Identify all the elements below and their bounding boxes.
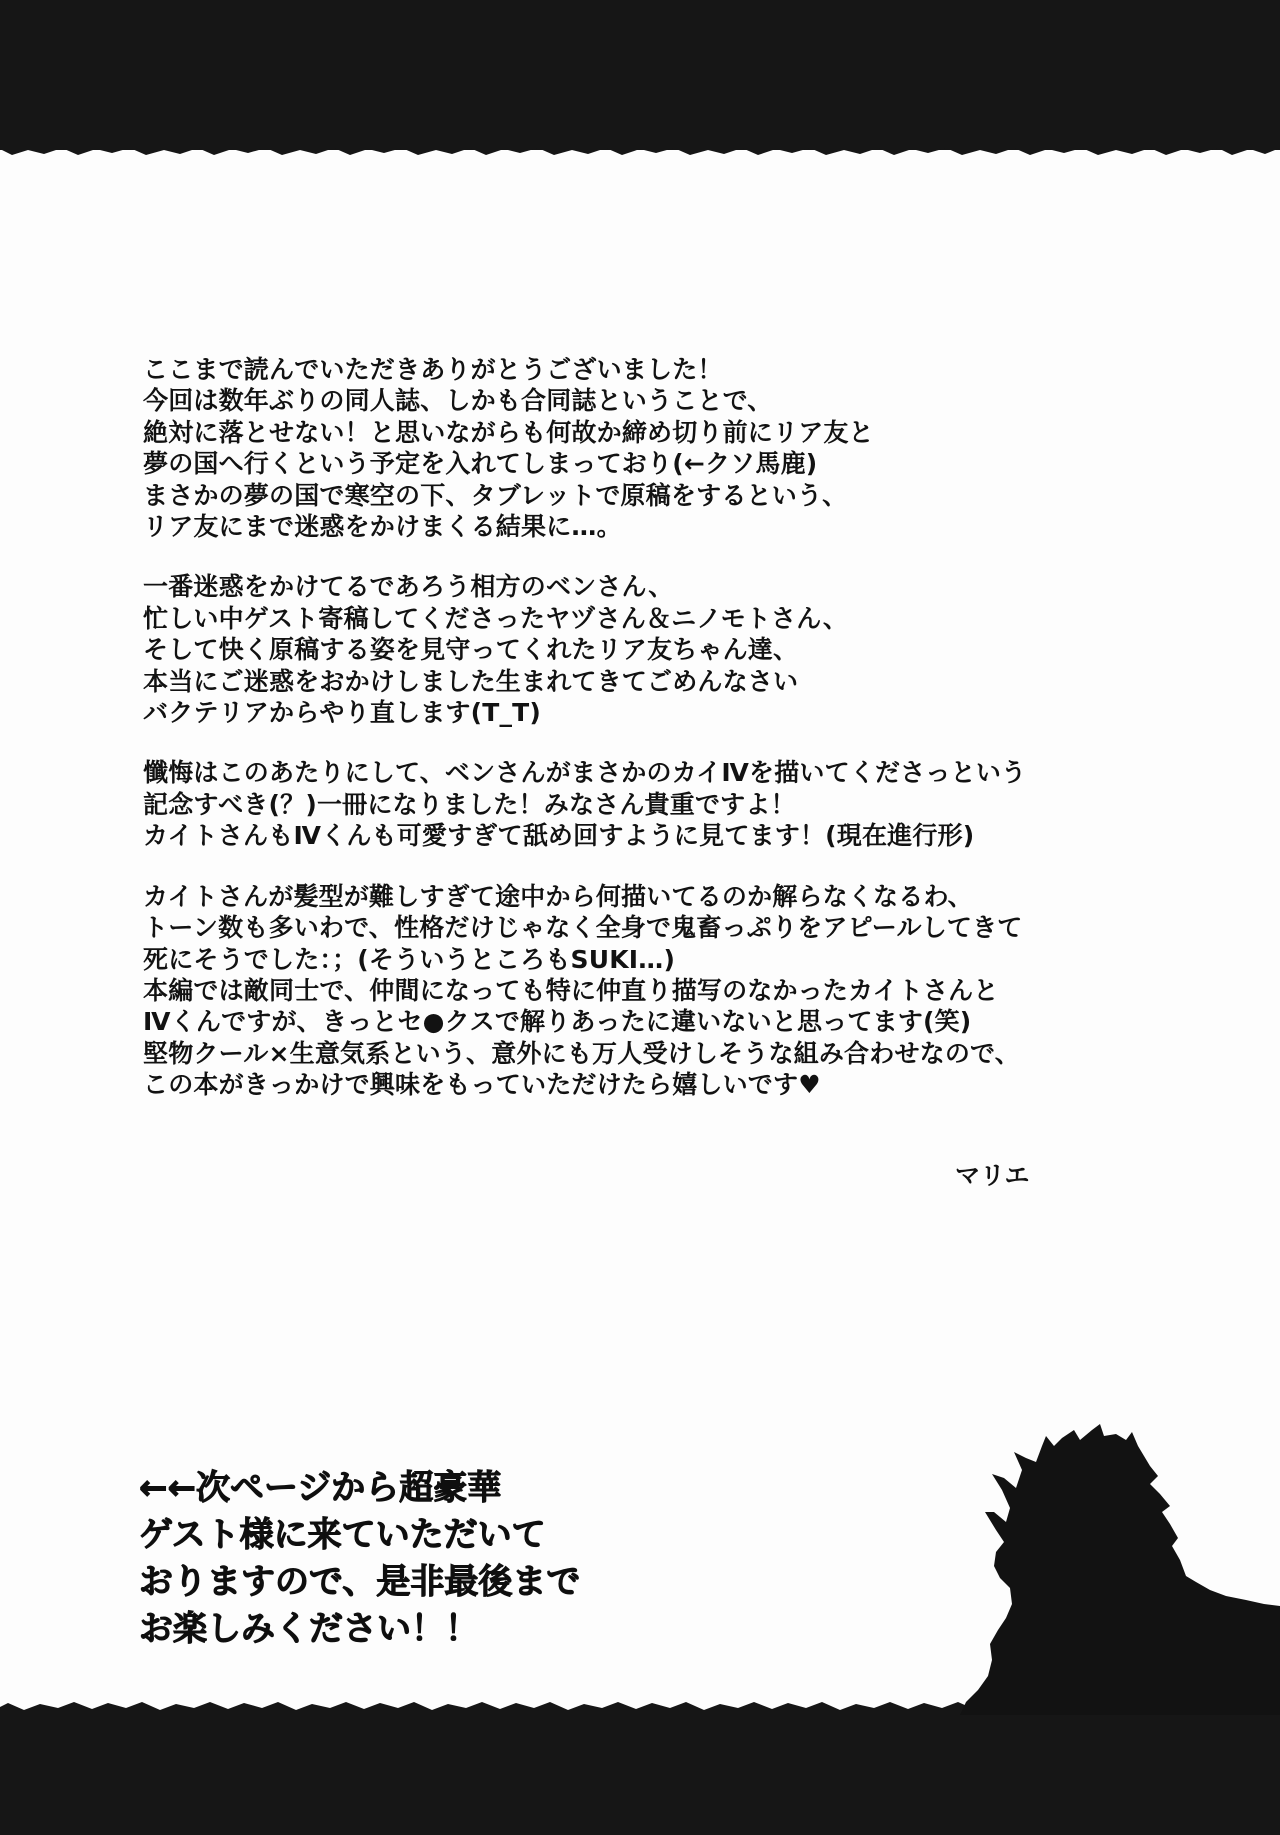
afterword-line: 絶対に落とせない！と思いながらも何故か締め切り前にリア友と [143, 417, 874, 447]
author-signature: マリエ [955, 1161, 1030, 1190]
afterword-text [143, 354, 1163, 1130]
notice-line: ←←次ページから超豪華 [139, 1468, 502, 1508]
afterword-line: カイトさんもⅣくんも可愛すぎて舐め回すように見てます！(現在進行形) [143, 821, 975, 851]
afterword-line: バクテリアからやり直します(T_T) [143, 698, 542, 728]
afterword-line: 記念すべき(？)一冊になりました！みなさん貴重ですよ！ [143, 789, 796, 819]
afterword-line: 今回は数年ぶりの同人誌、しかも合同誌ということで、 [143, 386, 773, 416]
notice-line: お楽しみください！！ [139, 1609, 479, 1649]
notice-line: おりますので、是非最後まで [139, 1562, 581, 1602]
next-page-notice [139, 1465, 580, 1653]
afterword-paragraph [143, 571, 1163, 728]
bottom-torn-edge [0, 1698, 1280, 1718]
afterword-line: 本編では敵同士で、仲間になっても特に仲直り描写のなかったカイトさんと [143, 975, 999, 1005]
afterword-line: 死にそうでした：；(そういうところもSUKI…) [143, 944, 676, 974]
afterword-line: ここまで読んでいただきありがとうございました！ [143, 355, 723, 384]
afterword-line: Ⅳくんですが、きっとセ●クスで解りあったに違いないと思ってます(笑) [143, 1007, 972, 1037]
afterword-line: リア友にまで迷惑をかけまくる結果に…。 [143, 512, 622, 542]
afterword-paragraph [143, 881, 1163, 1101]
afterword-line: 夢の国へ行くという予定を入れてしまっており(←クソ馬鹿) [143, 449, 818, 479]
top-black-border [0, 0, 1280, 150]
afterword-line: カイトさんが髪型が難しすぎて途中から何描いてるのか解らなくなるわ、 [143, 881, 973, 911]
afterword-line: そして快く原稿する姿を見守ってくれたリア友ちゃん達、 [143, 635, 799, 665]
afterword-line: 懺悔はこのあたりにして、ベンさんがまさかのカイⅣを描いてくださっという [143, 758, 1027, 788]
afterword-line: 一番迷惑をかけてるであろう相方のベンさん、 [143, 572, 674, 602]
afterword-line: 堅物クール×生意気系という、意外にも万人受けしそうな組み合わせなので、 [143, 1038, 1020, 1068]
bottom-black-border [0, 1712, 1280, 1835]
afterword-line: 本当にご迷惑をおかけしました生まれてきてごめんなさい [143, 666, 799, 696]
afterword-line: 忙しい中ゲスト寄稿してくださったヤヅさん＆ニノモトさん、 [143, 603, 849, 633]
notice-line: ゲスト様に来ていただいて [139, 1515, 546, 1555]
afterword-line: この本がきっかけで興味をもっていただけたら嬉しいです♥ [143, 1070, 821, 1100]
top-torn-edge [0, 140, 1280, 160]
afterword-line: まさかの夢の国で寒空の下、タブレットで原稿をするという、 [143, 480, 848, 510]
afterword-paragraph [143, 757, 1163, 851]
afterword-paragraph [143, 354, 1163, 542]
afterword-line: トーン数も多いわで、性格だけじゃなく全身で鬼畜っぷりをアピールしてきて [143, 913, 1023, 943]
